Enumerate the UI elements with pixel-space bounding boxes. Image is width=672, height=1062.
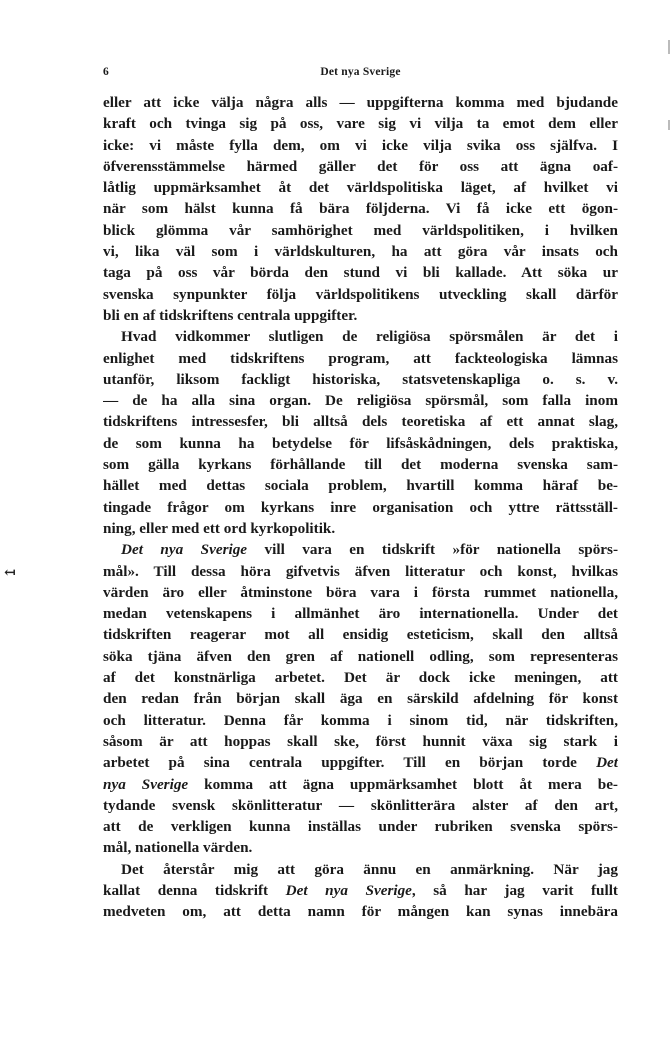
- text-line: kallat denna tidskrift Det nya Sverige, så har jag varit fullt: [103, 881, 618, 899]
- text-line: eller att icke välja några alls — uppgifterna komma med bjudande: [103, 94, 618, 111]
- text-line: den redan från början skall äga en särskild afdelning för konst: [103, 690, 618, 708]
- text-line: mål». Till dessa höra gifvetvis äfven litteratur och konst, hvilkas: [103, 562, 618, 580]
- text-line: taga på oss vår börda den stund vi bli kallade. Att söka ur: [103, 264, 618, 282]
- paragraph-start-line: Det nya Sverige vill vara en tidskrift »för nationella spörs-: [121, 541, 618, 559]
- text-line: kraft och tvinga sig på oss, vare sig vi vilja ta emot dem eller: [103, 115, 618, 133]
- text-line: bli en af tidskriftens centrala uppgifter.: [103, 306, 358, 324]
- text-line: tidskriften reagerar mot all ensidig esteticism, skall den alltså: [103, 626, 618, 644]
- page-number: 6: [103, 66, 109, 78]
- text-line: ning, eller med ett ord kyrkopolitik.: [103, 519, 336, 537]
- text-line: och litteratur. Denna får komma i sinom tid, när tidskriften,: [103, 711, 618, 729]
- text-line: enlighet med tidskriftens program, att fackteologiska lämnas: [103, 349, 618, 367]
- text-line: öfverensstämmelse härmed gäller det för oss att ägna oaf-: [103, 157, 618, 175]
- paragraph-start-line: Det återstår mig att göra ännu en anmärkning. När jag: [121, 860, 618, 878]
- text-line: vi, lika väl som i världskulturen, ha att göra vår insats och: [103, 243, 618, 261]
- text-line: när som hälst kunna få bära följderna. Vi få icke ett ögon-: [103, 200, 618, 218]
- running-title: Det nya Sverige: [320, 66, 401, 78]
- page-edge-mark: [668, 120, 670, 130]
- text-line: tydande svensk skönlitteratur — skönlitterära alster af den art,: [103, 796, 618, 814]
- text-line: svenska synpunkter följa världspolitikens utveckling skall därför: [103, 285, 618, 303]
- text-line: blick glömma vår samhörighet med världspolitiken, i hvilken: [103, 221, 618, 239]
- italic-title: Det: [596, 754, 618, 772]
- text-line: medan vetenskapens i allmänhet äro internationella. Under det: [103, 605, 618, 623]
- text-line: att de verkligen kunna inställas under rubriken svenska spörs-: [103, 818, 618, 836]
- text-line: låtlig uppmärksamhet åt det världspolitiska läget, af hvilket vi: [103, 179, 618, 197]
- text-line: af det konstnärliga arbetet. Det är dock icke meningen, att: [103, 669, 618, 687]
- text-line: nya Sverige komma att ägna uppmärksamhet blott åt mera be-: [103, 775, 618, 793]
- text-line: söka tjäna äfven den gren af nationell odling, som representeras: [103, 647, 618, 665]
- text-line: mål, nationella värden.: [103, 839, 253, 857]
- text-line: hället med dettas sociala problem, hvartill komma häraf be-: [103, 477, 618, 495]
- margin-arrow-mark: ↤: [4, 566, 16, 581]
- text-line: — de ha alla sina organ. De religiösa spörsmål, som falla inom: [103, 392, 618, 410]
- italic-title: nya Sverige: [103, 775, 189, 793]
- text-line: arbetet på sina centrala uppgifter. Till en början torde Det: [103, 754, 618, 772]
- text-line: tingade frågor om kyrkans inre organisation och yttre rättsställ-: [103, 498, 618, 516]
- text-line: utanför, liksom fackligt historiska, statsvetenskapliga o. s. v.: [103, 370, 618, 388]
- italic-title: Det nya Sverige: [285, 881, 412, 899]
- text-line: värden äro eller åtminstone böra vara i första rummet nationella,: [103, 583, 618, 601]
- text-line: medveten om, att detta namn för mången kan synas innebära: [103, 903, 618, 921]
- page-edge-mark: [668, 40, 670, 54]
- running-head: [103, 66, 618, 82]
- text-line: som gälla kyrkans förhållande till det moderna svenska sam-: [103, 456, 618, 474]
- text-line: de som kunna ha betydelse för lifsåskådningen, dels praktiska,: [103, 434, 618, 452]
- italic-title: Det nya Sverige: [121, 541, 248, 559]
- text-line: såsom är att hoppas skall ske, först hunnit växa sig stark i: [103, 732, 618, 750]
- paragraph-start-line: Hvad vidkommer slutligen de religiösa spörsmålen är det i: [121, 328, 618, 346]
- body-text: [103, 92, 618, 923]
- text-line: icke: vi måste fylla dem, om vi icke vilja svika oss själfva. I: [103, 136, 618, 154]
- text-line: tidskriftens intressesfer, bli alltså dels teoretiska af ett annat slag,: [103, 413, 618, 431]
